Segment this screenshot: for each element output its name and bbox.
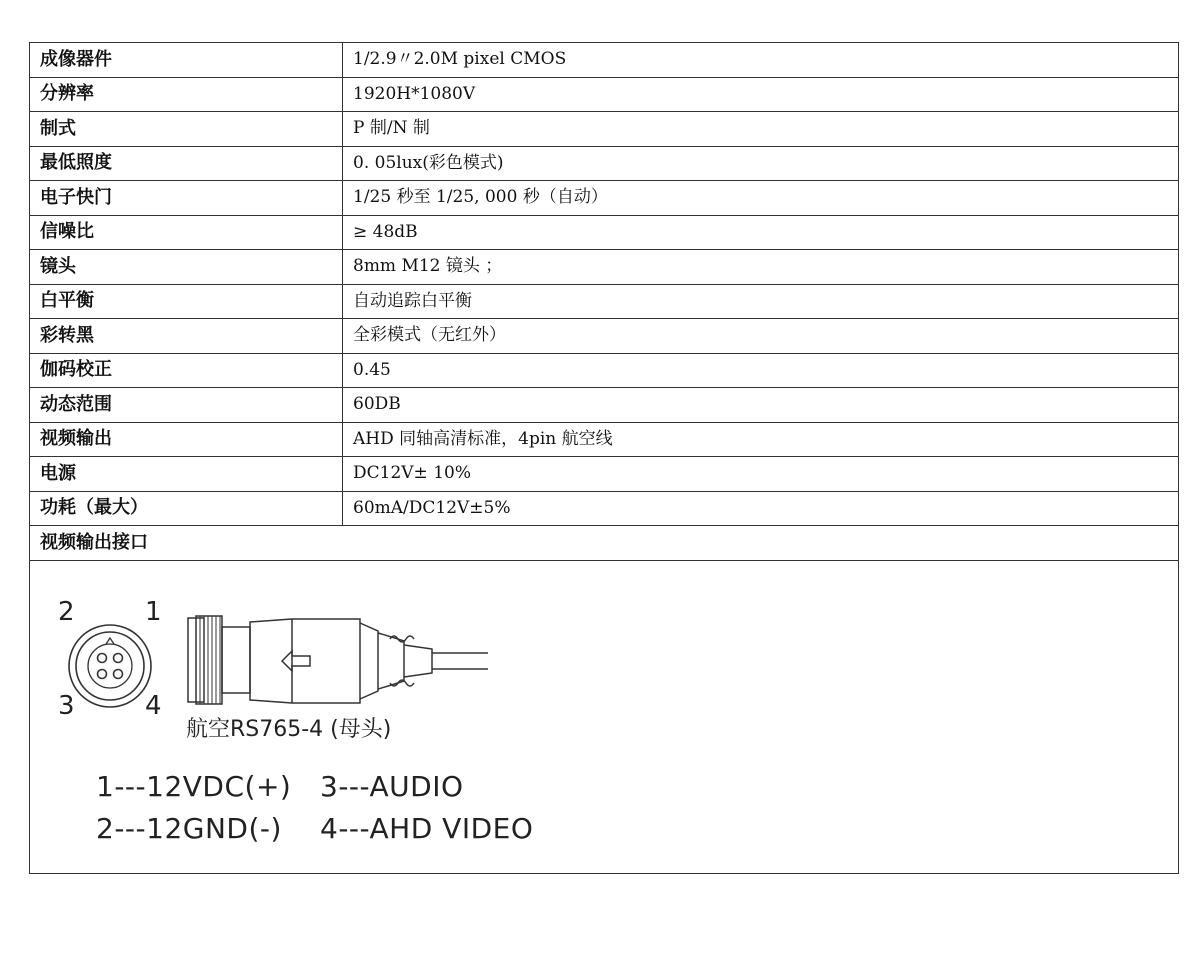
spec-row — [30, 491, 1179, 526]
spec-row — [30, 181, 1179, 216]
interface-diagram-cell — [30, 560, 1179, 873]
spec-value: ≥ 48dB — [343, 215, 1179, 250]
spec-label: 视频输出 — [30, 422, 343, 457]
spec-label: 动态范围 — [30, 388, 343, 423]
spec-row — [30, 388, 1179, 423]
spec-row — [30, 77, 1179, 112]
connector-diagram — [30, 561, 1178, 873]
spec-label: 分辨率 — [30, 77, 343, 112]
spec-row — [30, 319, 1179, 354]
interface-title: 视频输出接口 — [30, 526, 1179, 561]
spec-value: 60DB — [343, 388, 1179, 423]
spec-row — [30, 284, 1179, 319]
spec-label: 伽码校正 — [30, 353, 343, 388]
spec-value: 8mm M12 镜头 ； — [343, 250, 1179, 285]
connector-side-view — [188, 616, 488, 704]
spec-row — [30, 146, 1179, 181]
spec-value: 全彩模式（无红外） — [343, 319, 1179, 354]
spec-value: 0. 05lux(彩色模式) — [343, 146, 1179, 181]
spec-row — [30, 457, 1179, 492]
pin-def-2: 2---12GND(-) — [96, 811, 282, 845]
spec-label: 电源 — [30, 457, 343, 492]
spec-label: 电子快门 — [30, 181, 343, 216]
spec-label: 最低照度 — [30, 146, 343, 181]
pin-label-4: 4 — [145, 690, 162, 721]
interface-header-row — [30, 526, 1179, 561]
spec-row — [30, 250, 1179, 285]
pin-label-2: 2 — [58, 596, 75, 627]
spec-value: 自动追踪白平衡 — [343, 284, 1179, 319]
spec-value: 0.45 — [343, 353, 1179, 388]
spec-label: 制式 — [30, 112, 343, 147]
pin-label-3: 3 — [58, 690, 75, 721]
spec-row — [30, 353, 1179, 388]
spec-row — [30, 422, 1179, 457]
spec-row — [30, 43, 1179, 78]
spec-table — [29, 42, 1179, 874]
pin-def-1: 1---12VDC(+) — [96, 769, 292, 803]
spec-value: P 制/N 制 — [343, 112, 1179, 147]
spec-value: 1/25 秒至 1/25, 000 秒（自动） — [343, 181, 1179, 216]
pin-def-3: 3---AUDIO — [320, 769, 464, 803]
interface-diagram-row — [30, 560, 1179, 873]
spec-label: 成像器件 — [30, 43, 343, 78]
spec-label: 信噪比 — [30, 215, 343, 250]
pin-def-4: 4---AHD VIDEO — [320, 811, 534, 845]
pin-label-1: 1 — [145, 596, 162, 627]
spec-row — [30, 112, 1179, 147]
spec-label: 彩转黑 — [30, 319, 343, 354]
spec-row — [30, 215, 1179, 250]
spec-value: 60mA/DC12V±5% — [343, 491, 1179, 526]
spec-table-body — [30, 43, 1179, 526]
spec-label: 功耗（最大） — [30, 491, 343, 526]
spec-label: 镜头 — [30, 250, 343, 285]
connector-caption: 航空RS765-4 (母头) — [186, 716, 392, 742]
spec-value: 1/2.9〃2.0M pixel CMOS — [343, 43, 1179, 78]
spec-value: AHD 同轴高清标准，4pin 航空线 — [343, 422, 1179, 457]
spec-value: 1920H*1080V — [343, 77, 1179, 112]
spec-label: 白平衡 — [30, 284, 343, 319]
spec-value: DC12V± 10% — [343, 457, 1179, 492]
connector-front-view — [69, 625, 151, 707]
